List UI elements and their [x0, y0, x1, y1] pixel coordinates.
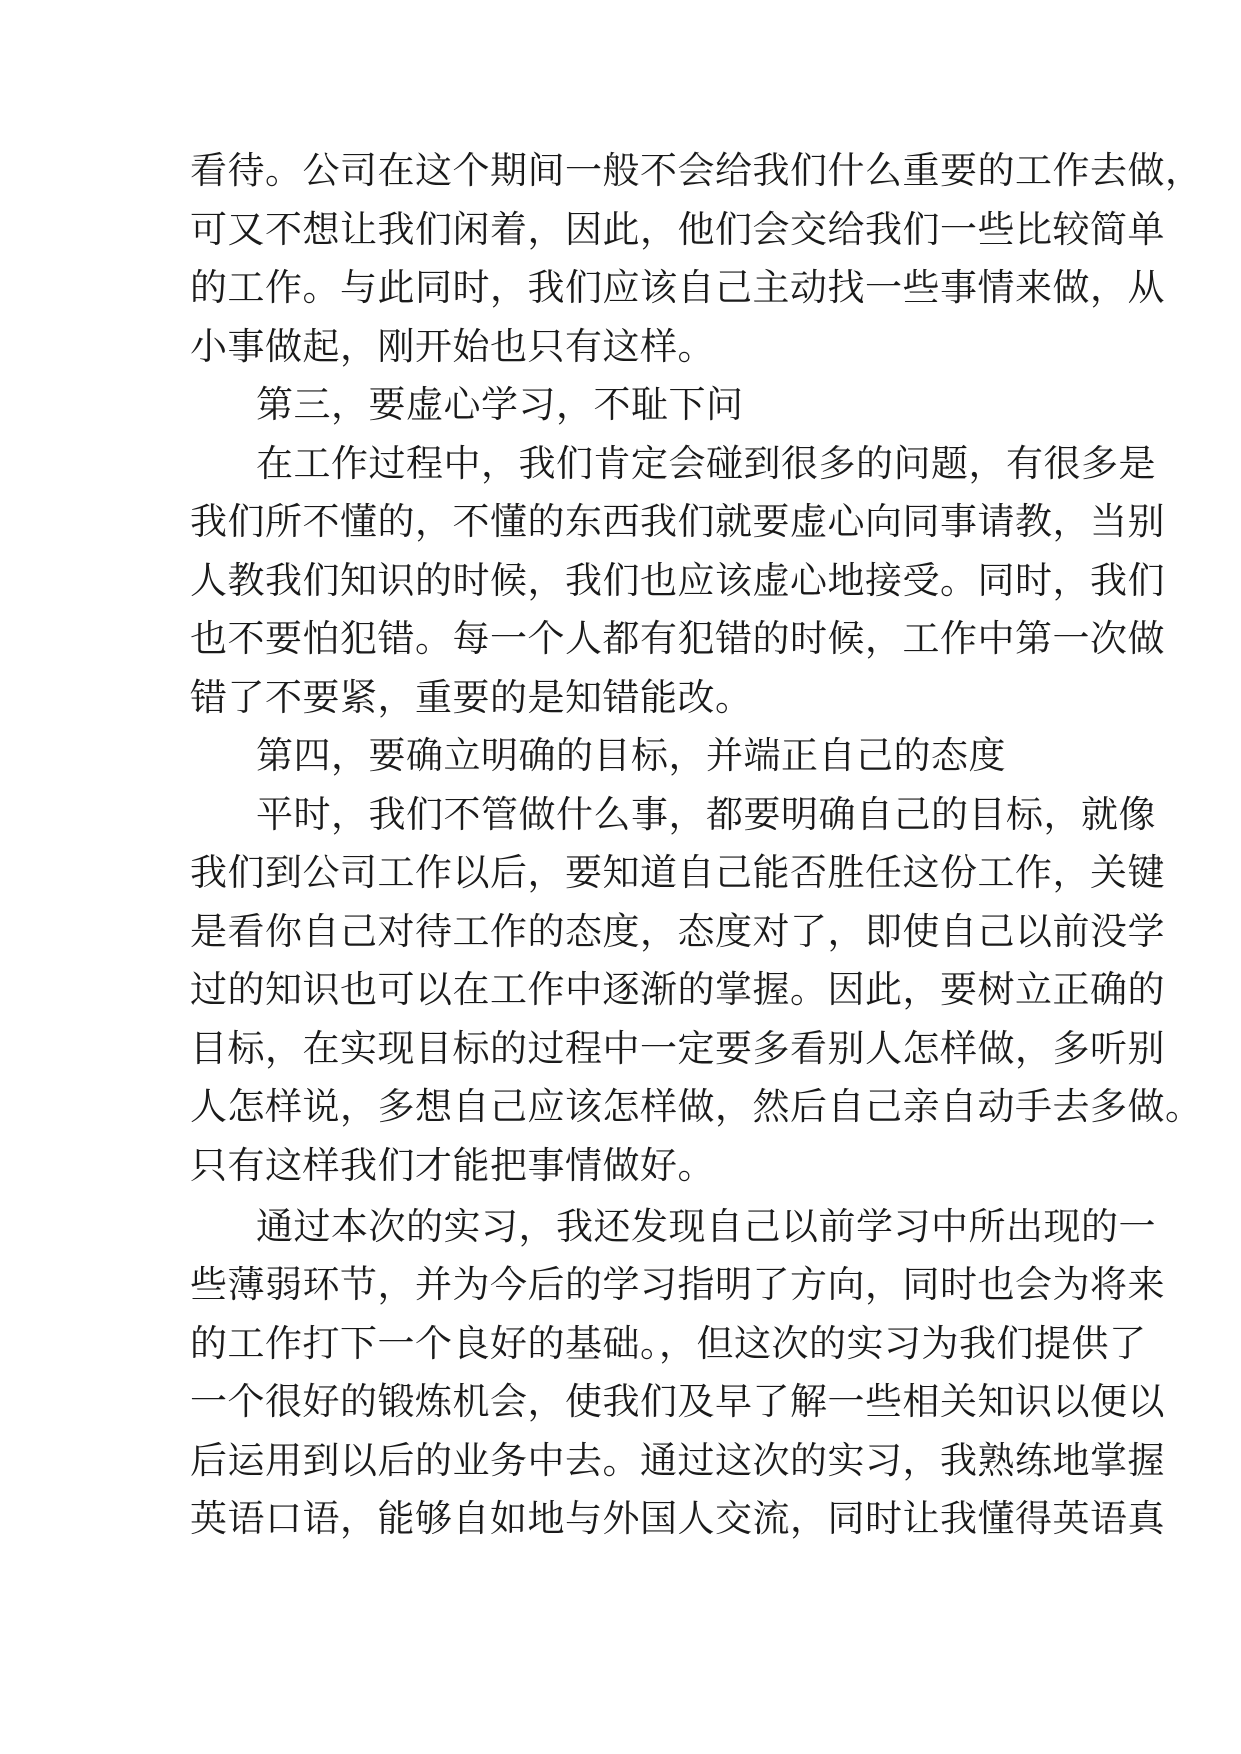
section-heading: 第四，要确立明确的目标，并端正自己的态度 [256, 734, 1006, 777]
text-line: 的工作打下一个良好的基础。，但这次的实习为我们提供了 [190, 1322, 1147, 1365]
text-line: 我们所不懂的，不懂的东西我们就要虚心向同事请教，当别 [190, 500, 1165, 543]
text-line: 小事做起，刚开始也只有这样。 [190, 325, 715, 368]
text-line: 可又不想让我们闲着，因此，他们会交给我们一些比较简单 [190, 208, 1165, 251]
text-line: 人怎样说，多想自己应该怎样做，然后自己亲自动手去多做。 [190, 1085, 1203, 1128]
text-line: 后运用到以后的业务中去。通过这次的实习，我熟练地掌握 [190, 1439, 1165, 1482]
text-line: 也不要怕犯错。每一个人都有犯错的时候，工作中第一次做 [190, 617, 1165, 660]
text-line: 人教我们知识的时候，我们也应该虚心地接受。同时，我们 [190, 559, 1165, 602]
text-line: 错了不要紧，重要的是知错能改。 [190, 676, 753, 719]
text-line: 在工作过程中，我们肯定会碰到很多的问题，有很多是 [256, 442, 1156, 485]
text-line: 一个很好的锻炼机会，使我们及早了解一些相关知识以便以 [190, 1380, 1165, 1423]
section-heading: 第三，要虚心学习，不耻下问 [256, 383, 744, 426]
text-line: 过的知识也可以在工作中逐渐的掌握。因此，要树立正确的 [190, 968, 1165, 1011]
text-line: 通过本次的实习，我还发现自己以前学习中所出现的一 [256, 1205, 1156, 1248]
text-line: 看待。公司在这个期间一般不会给我们什么重要的工作去做， [190, 149, 1203, 192]
text-line: 是看你自己对待工作的态度，态度对了，即使自己以前没学 [190, 910, 1165, 953]
text-line: 平时，我们不管做什么事，都要明确自己的目标，就像 [256, 793, 1156, 836]
text-line: 英语口语，能够自如地与外国人交流，同时让我懂得英语真 [190, 1497, 1165, 1540]
text-line: 目标，在实现目标的过程中一定要多看别人怎样做，多听别 [190, 1027, 1165, 1070]
text-line: 我们到公司工作以后，要知道自己能否胜任这份工作，关键 [190, 851, 1165, 894]
text-line: 些薄弱环节，并为今后的学习指明了方向，同时也会为将来 [190, 1263, 1165, 1306]
text-line: 只有这样我们才能把事情做好。 [190, 1144, 715, 1187]
text-line: 的工作。与此同时，我们应该自己主动找一些事情来做，从 [190, 266, 1165, 309]
